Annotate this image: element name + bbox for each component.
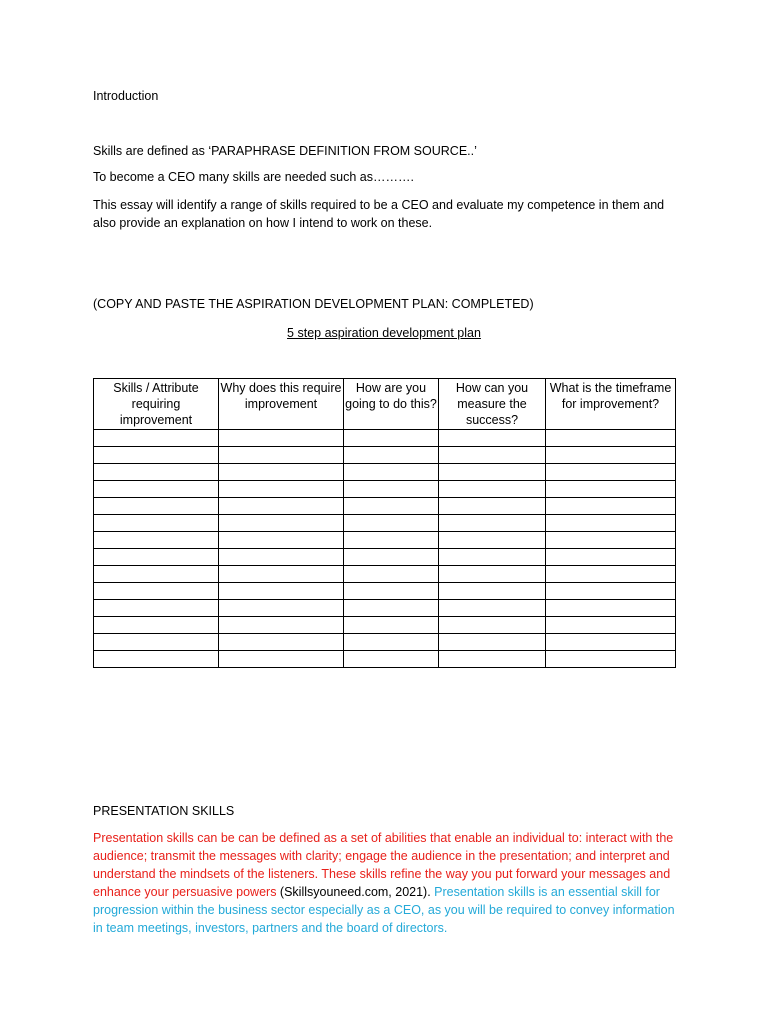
- presentation-definition-text: Presentation skills can be can be defined as a set of abilities that enable an individual to: interact with the audience; transmit the messages with clarity; engage the audience in the presentation; and interpret and understand the mindsets of the listeners. These skills refine the way you put forward your messages and enhance your persuasive powers: [93, 831, 674, 899]
- table-cell: [546, 532, 676, 549]
- table-cell: [94, 447, 219, 464]
- table-cell: [546, 498, 676, 515]
- table-cell: [94, 600, 219, 617]
- table-cell: [344, 583, 439, 600]
- plan-title: [93, 324, 675, 342]
- table-cell: [439, 651, 546, 668]
- table-cell: [439, 617, 546, 634]
- table-cell: [439, 600, 546, 617]
- table-cell: [344, 498, 439, 515]
- table-cell: [219, 566, 344, 583]
- table-cell: [219, 651, 344, 668]
- presentation-skills-heading: PRESENTATION SKILLS: [93, 804, 235, 818]
- table-header-row: [94, 379, 676, 430]
- table-cell: [94, 464, 219, 481]
- table-cell: [94, 532, 219, 549]
- table-cell: [94, 634, 219, 651]
- header-how: How are you going to do this?: [344, 379, 439, 430]
- table-cell: [344, 430, 439, 447]
- table-row: [94, 566, 676, 583]
- table-cell: [94, 583, 219, 600]
- table-row: [94, 651, 676, 668]
- table-cell: [219, 481, 344, 498]
- table-cell: [219, 430, 344, 447]
- table-cell: [439, 583, 546, 600]
- table-cell: [546, 430, 676, 447]
- table-row: [94, 464, 676, 481]
- table-cell: [546, 617, 676, 634]
- table-cell: [439, 532, 546, 549]
- table-cell: [344, 634, 439, 651]
- header-why: Why does this require improvement: [219, 379, 344, 430]
- presentation-explanation-text: Presentation skills is an essential skill for progression within the business sector especially as a CEO, as you will be required to convey information in team meetings, investors, partners and the board of directors.: [93, 885, 675, 935]
- table-cell: [546, 515, 676, 532]
- copy-paste-note: (COPY AND PASTE THE ASPIRATION DEVELOPMENT PLAN: COMPLETED): [93, 297, 534, 311]
- table-row: [94, 498, 676, 515]
- table-cell: [94, 651, 219, 668]
- plan-title-text: 5 step aspiration development plan: [287, 326, 481, 340]
- aspiration-plan-table: [93, 378, 676, 668]
- table-cell: [219, 634, 344, 651]
- table-cell: [219, 447, 344, 464]
- table-cell: [439, 634, 546, 651]
- presentation-skills-paragraph: [93, 829, 678, 937]
- table-cell: [219, 498, 344, 515]
- table-cell: [546, 651, 676, 668]
- table-cell: [439, 447, 546, 464]
- introduction-heading: Introduction: [93, 89, 159, 103]
- table-cell: [439, 549, 546, 566]
- table-cell: [344, 600, 439, 617]
- header-measure: How can you measure the success?: [439, 379, 546, 430]
- table-row: [94, 600, 676, 617]
- table-cell: [344, 464, 439, 481]
- table-cell: [344, 651, 439, 668]
- table-cell: [546, 566, 676, 583]
- table-cell: [94, 498, 219, 515]
- table-cell: [219, 464, 344, 481]
- table-cell: [344, 532, 439, 549]
- table-row: [94, 481, 676, 498]
- table-cell: [94, 617, 219, 634]
- table-cell: [439, 481, 546, 498]
- table-cell: [546, 447, 676, 464]
- table-cell: [219, 600, 344, 617]
- table-cell: [344, 617, 439, 634]
- table-cell: [546, 481, 676, 498]
- skills-definition-line: Skills are defined as ‘PARAPHRASE DEFINITION FROM SOURCE..’: [93, 144, 477, 158]
- table-cell: [439, 430, 546, 447]
- table-cell: [94, 566, 219, 583]
- table-cell: [94, 430, 219, 447]
- table-row: [94, 447, 676, 464]
- table-cell: [344, 566, 439, 583]
- table-cell: [219, 617, 344, 634]
- table-cell: [94, 549, 219, 566]
- table-cell: [219, 532, 344, 549]
- table-row: [94, 532, 676, 549]
- header-skills: Skills / Attribute requiring improvement: [94, 379, 219, 430]
- table-row: [94, 430, 676, 447]
- table-cell: [344, 481, 439, 498]
- table-row: [94, 549, 676, 566]
- table-cell: [439, 515, 546, 532]
- table-cell: [546, 549, 676, 566]
- table-cell: [546, 634, 676, 651]
- table-cell: [219, 515, 344, 532]
- citation-text: (Skillsyouneed.com, 2021).: [276, 885, 435, 899]
- table-body: [94, 430, 676, 668]
- table-cell: [439, 464, 546, 481]
- table-row: [94, 583, 676, 600]
- table-cell: [219, 549, 344, 566]
- table-cell: [344, 515, 439, 532]
- ceo-skills-line: To become a CEO many skills are needed such as……….: [93, 170, 414, 184]
- table-row: [94, 515, 676, 532]
- table-cell: [94, 515, 219, 532]
- table-row: [94, 634, 676, 651]
- table-cell: [344, 549, 439, 566]
- table-cell: [344, 447, 439, 464]
- essay-purpose-paragraph: This essay will identify a range of skills required to be a CEO and evaluate my competence in them and also provide an explanation on how I intend to work on these.: [93, 198, 665, 230]
- table-cell: [439, 498, 546, 515]
- header-timeframe: What is the timeframe for improvement?: [546, 379, 676, 430]
- table-cell: [546, 464, 676, 481]
- table-cell: [546, 600, 676, 617]
- table-cell: [219, 583, 344, 600]
- table-cell: [439, 566, 546, 583]
- table-cell: [546, 583, 676, 600]
- table-row: [94, 617, 676, 634]
- table-cell: [94, 481, 219, 498]
